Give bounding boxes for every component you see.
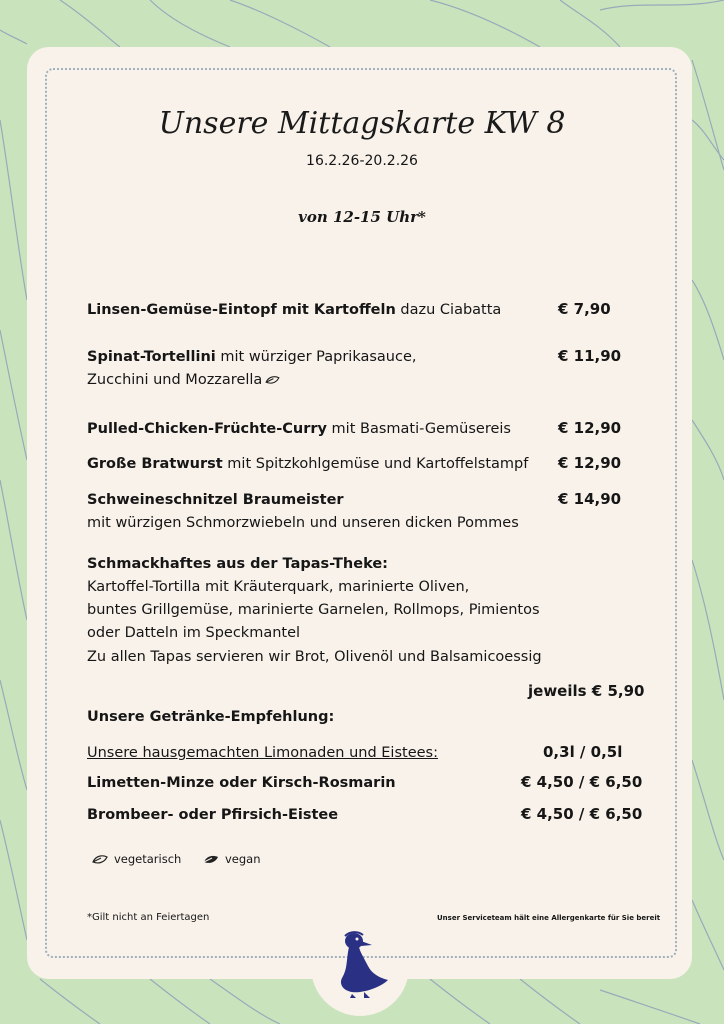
- tapas-line: buntes Grillgemüse, marinierte Garnelen, Rollmops, Pimientos: [87, 602, 540, 618]
- dish-description: mit Spitzkohlgemüse und Kartoffelstampf: [222, 456, 529, 472]
- dish-price: € 12,90: [558, 454, 622, 472]
- holiday-note: *Gilt nicht an Feiertagen: [87, 912, 210, 923]
- drinks-heading: Unsere Getränke-Empfehlung:: [87, 709, 335, 725]
- dish-name: Linsen-Gemüse-Eintopf mit Kartoffeln: [87, 302, 396, 318]
- menu-item-line-2: [87, 512, 519, 534]
- drinks-subheading: Unsere hausgemachten Limonaden und Eistees:: [87, 745, 438, 761]
- leaf-filled-icon: [203, 854, 219, 865]
- duck-logo-icon: [332, 926, 392, 998]
- drink-sizes: 0,3l / 0,5l: [543, 743, 623, 761]
- dish-name: Spinat-Tortellini: [87, 349, 216, 365]
- tapas-line: Zu allen Tapas servieren wir Brot, Olivenöl und Balsamicoessig: [87, 649, 542, 665]
- menu-item-line-2: [87, 369, 280, 391]
- tapas-heading: Schmackhaftes aus der Tapas-Theke:: [87, 556, 388, 572]
- tapas-line: Kartoffel-Tortilla mit Kräuterquark, marinierte Oliven,: [87, 579, 470, 595]
- drink-price: € 4,50 / € 6,50: [521, 773, 643, 791]
- dish-price: € 11,90: [558, 347, 622, 365]
- dish-description: mit Basmati-Gemüsereis: [326, 421, 511, 437]
- dish-name: Große Bratwurst: [87, 456, 223, 472]
- menu-item: [87, 299, 501, 321]
- drink-price: € 4,50 / € 6,50: [521, 805, 643, 823]
- dish-price: € 14,90: [558, 490, 622, 508]
- drink-item: Limetten-Minze oder Kirsch-Rosmarin: [87, 775, 396, 791]
- leaf-outline-icon: [92, 854, 108, 865]
- serving-hours: von 12-15 Uhr*: [298, 208, 426, 226]
- allergen-note: Unser Serviceteam hält eine Allergenkarte für Sie bereit: [437, 914, 661, 922]
- dish-description: mit würziger Paprikasauce,: [215, 349, 417, 365]
- dish-description: dazu Ciabatta: [395, 302, 502, 318]
- tapas-price: jeweils € 5,90: [528, 682, 645, 700]
- date-range: 16.2.26-20.2.26: [306, 153, 418, 169]
- legend-label: vegan: [225, 852, 261, 866]
- dish-price: € 7,90: [558, 300, 611, 318]
- page-title: Unsere Mittagskarte KW 8: [158, 106, 566, 141]
- legend-vegan: [203, 852, 261, 866]
- dish-name: Pulled-Chicken-Früchte-Curry: [87, 421, 327, 437]
- dish-price: € 12,90: [558, 419, 622, 437]
- dish-name: Schweineschnitzel Braumeister: [87, 492, 344, 508]
- menu-item: [87, 453, 528, 475]
- dish-description: Zucchini und Mozzarella: [87, 372, 263, 388]
- legend-label: vegetarisch: [114, 852, 182, 866]
- menu-item: [87, 346, 417, 368]
- menu-item: [87, 489, 344, 511]
- tapas-line: oder Datteln im Speckmantel: [87, 625, 301, 641]
- legend-vegetarian: [92, 852, 181, 866]
- drink-item: Brombeer- oder Pfirsich-Eistee: [87, 807, 339, 823]
- leaf-outline-icon: [265, 375, 280, 385]
- dish-description: mit würzigen Schmorzwiebeln und unseren dicken Pommes: [87, 515, 519, 531]
- menu-item: [87, 418, 511, 440]
